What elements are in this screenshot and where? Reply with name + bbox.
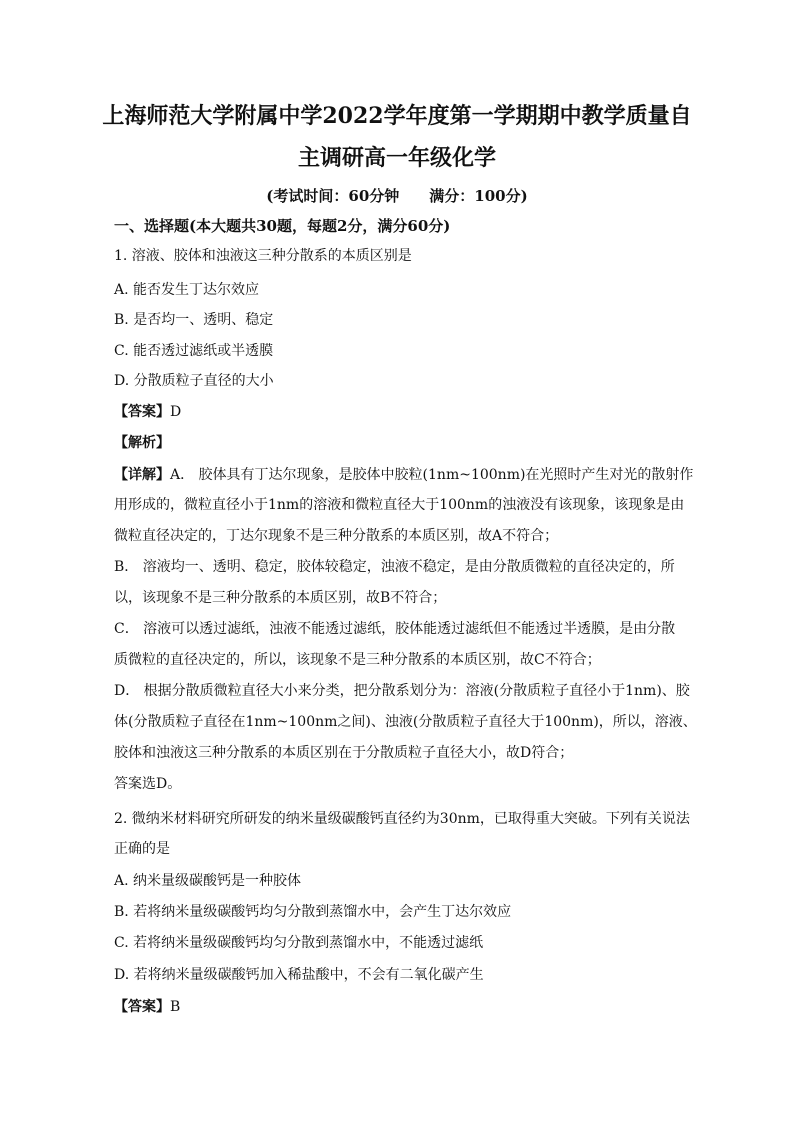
q1-analysis-line: 微粒直径决定的，丁达尔现象不是三种分散系的本质区别，故A不符合； <box>114 528 559 544</box>
q2-option-a: A. 纳米量级碳酸钙是一种胶体 <box>114 873 302 889</box>
q1-analysis-line: C． 溶液可以透过滤纸，浊液不能透过滤纸，胶体能透过滤纸但不能透过半透膜，是由分散 <box>114 621 676 637</box>
q1-option-a: A. 能否发生丁达尔效应 <box>114 282 260 298</box>
q1-option-c: C. 能否透过滤纸或半透膜 <box>114 343 274 359</box>
q1-analysis-line: 以，该现象不是三种分散系的本质区别，故B不符合； <box>114 590 447 606</box>
q2-option-d: D. 若将纳米量级碳酸钙加入稀盐酸中，不会有二氧化碳产生 <box>114 967 484 983</box>
analysis-tag: 【解析】 <box>114 435 170 451</box>
q1-analysis-line: 质微粒的直径决定的，所以，该现象不是三种分散系的本质区别，故C不符合； <box>114 652 601 668</box>
q2-option-b: B. 若将纳米量级碳酸钙均匀分散到蒸馏水中，会产生丁达尔效应 <box>114 904 512 920</box>
q2-answer <box>114 996 684 1018</box>
section-heading: 一、选择题(本大题共30题，每题2分，满分60分) <box>114 217 451 235</box>
analysis-text: A． 胶体具有丁达尔现象，是胶体中胶粒(1nm~100nm)在光照时产生对光的散射作 <box>170 467 694 483</box>
answer-tag: 【答案】 <box>114 404 170 420</box>
q1-analysis-line: 用形成的，微粒直径小于1nm的溶液和微粒直径大于100nm的浊液没有该现象，该现象是由 <box>114 497 685 513</box>
q2-stem: 2. 微纳米材料研究所研发的纳米量级碳酸钙直径约为30nm，已取得重大突破。下列有关说法 <box>114 811 690 827</box>
q1-analysis-line: D． 根据分散质微粒直径大小来分类，把分散系划分为：溶液(分散质粒子直径小于1nm)、胶 <box>114 683 690 699</box>
q2-stem: 正确的是 <box>114 841 170 857</box>
answer-value: D <box>170 404 182 420</box>
q1-analysis-line <box>114 464 694 486</box>
q1-option-d: D. 分散质粒子直径的大小 <box>114 373 274 389</box>
detail-tag: 【详解】 <box>114 467 170 483</box>
answer-tag: 【答案】 <box>114 999 170 1015</box>
answer-value: B <box>170 999 181 1015</box>
doc-title-line2: 主调研高一年级化学 <box>297 145 496 171</box>
exam-info: (考试时间：60分钟 满分：100分) <box>266 187 528 205</box>
doc-title-line1: 上海师范大学附属中学2022学年度第一学期期中教学质量自 <box>102 103 692 129</box>
q1-stem: 1. 溶液、胶体和浊液这三种分散系的本质区别是 <box>114 248 412 264</box>
q1-answer <box>114 401 684 423</box>
q1-analysis-line: B． 溶液均一、透明、稳定，胶体较稳定，浊液不稳定，是由分散质微粒的直径决定的，所 <box>114 559 675 575</box>
q1-analysis-heading <box>114 432 684 454</box>
q1-analysis-line: 体(分散质粒子直径在1nm~100nm之间)、浊液(分散质粒子直径大于100nm)，所以，溶液、 <box>114 714 697 730</box>
q2-option-c: C. 若将纳米量级碳酸钙均匀分散到蒸馏水中，不能透过滤纸 <box>114 935 484 951</box>
q1-conclusion: 答案选D。 <box>114 776 182 792</box>
q1-option-b: B. 是否均一、透明、稳定 <box>114 312 274 328</box>
q1-analysis-line: 胶体和浊液这三种分散系的本质区别在于分散质粒子直径大小，故D符合； <box>114 745 574 761</box>
